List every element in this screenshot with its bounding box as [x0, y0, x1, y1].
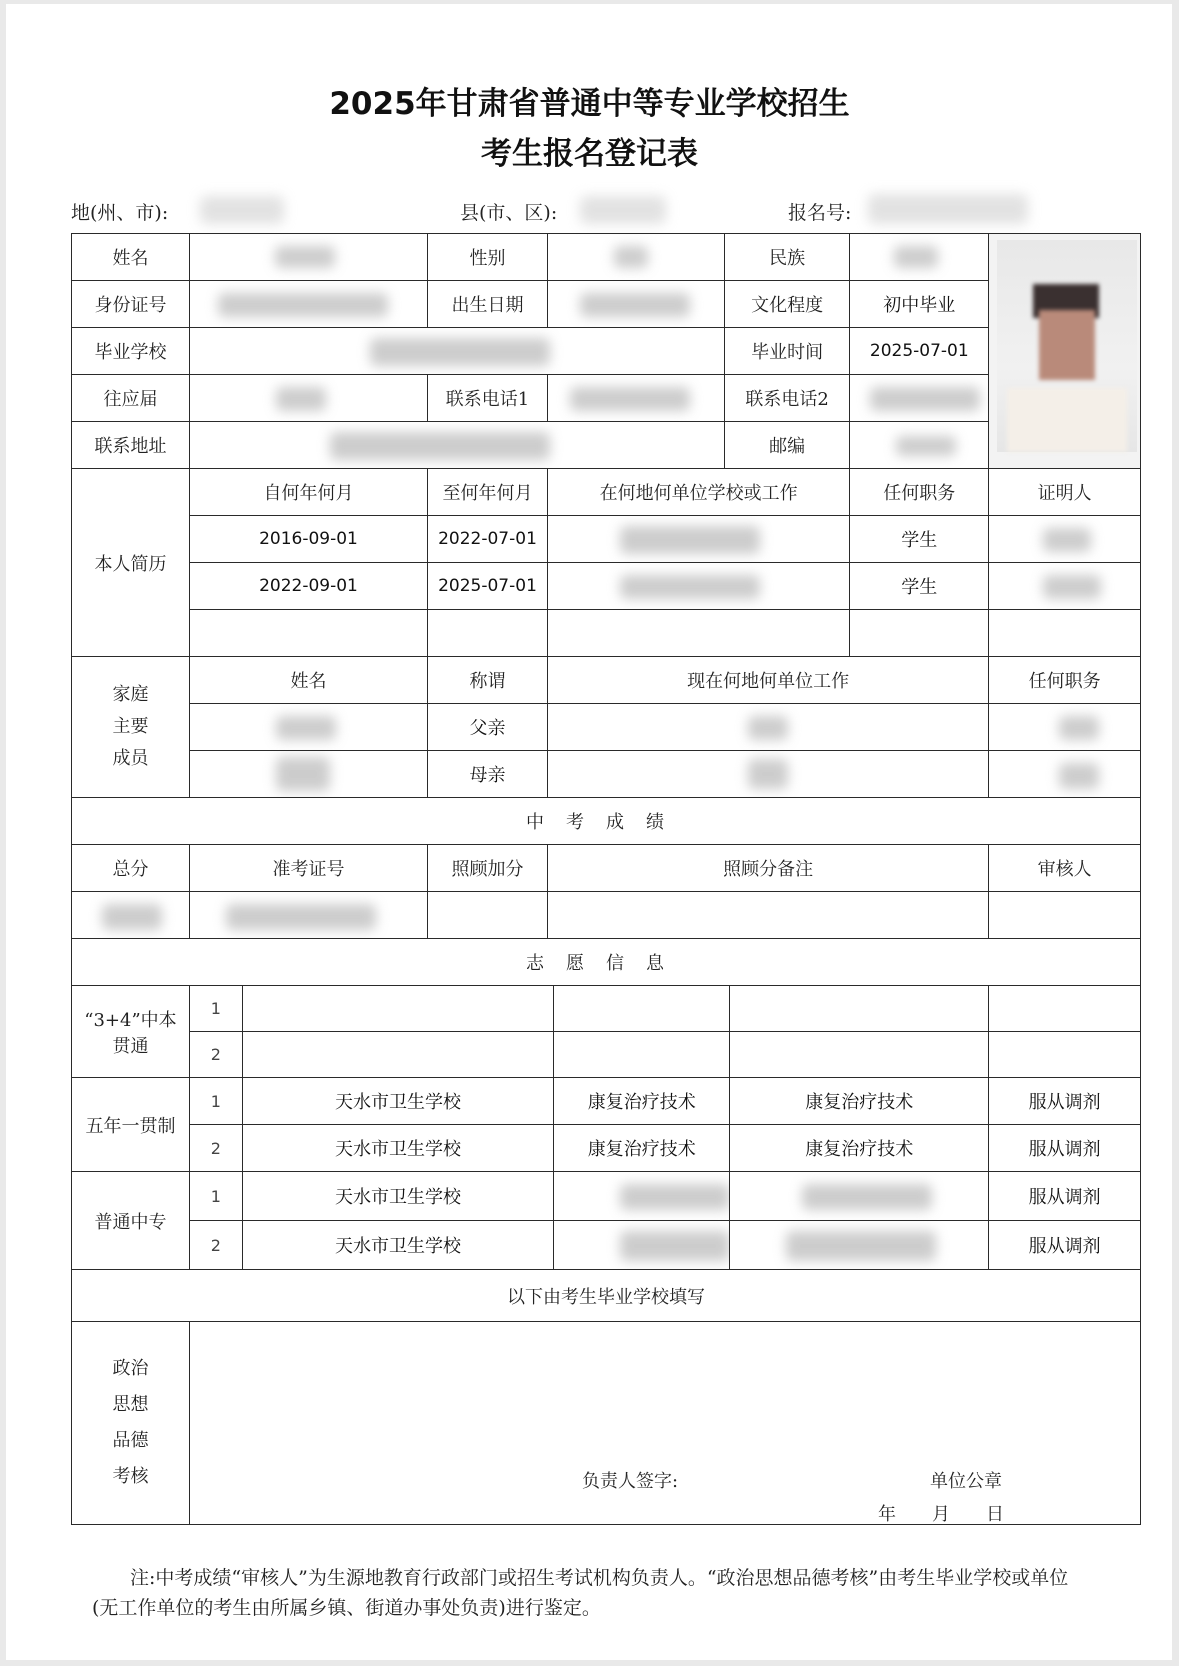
exam-total-value	[72, 892, 190, 939]
family-member-role	[989, 704, 1141, 751]
gender-value	[548, 234, 725, 281]
family-label: 家庭 主要 成员	[72, 657, 190, 798]
footnote: 注:中考成绩“审核人”为生源地教育行政部门或招生考试机构负责人。“政治思想品德考核”由考生毕业学校或单位(无工作单位的考生由所属乡镇、街道办事处负责)进行鉴定。	[92, 1567, 1069, 1619]
exam-ticket-value	[189, 892, 427, 939]
resume-row-place	[548, 563, 850, 610]
wish-adjust: 服从调剂	[989, 1221, 1141, 1270]
birth-label: 出生日期	[427, 281, 547, 328]
ethnicity-label: 民族	[724, 234, 849, 281]
resume-row-role: 学生	[850, 563, 989, 610]
name-label: 姓名	[72, 234, 190, 281]
exam-bonus-note-value	[548, 892, 989, 939]
wish-school: 天水市卫生学校	[242, 1221, 554, 1270]
wish-major2	[730, 1032, 989, 1078]
grad-time-label: 毕业时间	[724, 328, 849, 375]
exam-header-ticket: 准考证号	[189, 845, 427, 892]
wish-school: 天水市卫生学校	[242, 1125, 554, 1172]
reg-no-value-redacted	[868, 194, 1028, 224]
wish-school: 天水市卫生学校	[242, 1078, 554, 1125]
phone1-label: 联系电话1	[427, 375, 547, 422]
exam-header-total: 总分	[72, 845, 190, 892]
exam-header-bonus-note: 照顾分备注	[548, 845, 989, 892]
wish-adjust: 服从调剂	[989, 1125, 1141, 1172]
postcode-label: 邮编	[724, 422, 849, 469]
wish-row-no: 1	[189, 1172, 242, 1221]
moral-assessment-area	[189, 1322, 1140, 1525]
resume-row-witness	[989, 516, 1141, 563]
family-header-work: 现在何地何单位工作	[548, 657, 989, 704]
wish-row-no: 2	[189, 1032, 242, 1078]
wish-major2	[730, 986, 989, 1032]
address-label: 联系地址	[72, 422, 190, 469]
wish-major1: 康复治疗技术	[554, 1078, 730, 1125]
region-label: 地(州、市):	[71, 202, 169, 224]
resume-header-witness: 证明人	[989, 469, 1141, 516]
reg-no-label: 报名号:	[788, 202, 852, 224]
resume-row-witness	[989, 563, 1141, 610]
education-value: 初中毕业	[850, 281, 989, 328]
wish-school	[242, 1032, 554, 1078]
exam-section-title: 中考成绩	[72, 798, 1141, 845]
registration-form-table	[71, 233, 1141, 1525]
wish-group-label: 五年一贯制	[72, 1078, 190, 1172]
wish-group-label: “3+4”中本 贯通	[72, 986, 190, 1078]
wish-adjust	[989, 986, 1141, 1032]
wish-school: 天水市卫生学校	[242, 1172, 554, 1221]
id-value	[189, 281, 427, 328]
name-value	[189, 234, 427, 281]
school-value	[189, 328, 724, 375]
resume-row-empty	[427, 610, 547, 657]
resume-row-role: 学生	[850, 516, 989, 563]
wish-major2: 康复治疗技术	[730, 1078, 989, 1125]
exam-reviewer-value	[989, 892, 1141, 939]
resume-row-to: 2022-07-01	[427, 516, 547, 563]
resume-row-empty	[548, 610, 850, 657]
family-header-name: 姓名	[189, 657, 427, 704]
resume-row-empty	[850, 610, 989, 657]
phone1-value	[548, 375, 725, 422]
family-member-work	[548, 704, 989, 751]
postcode-value	[850, 422, 989, 469]
wish-adjust: 服从调剂	[989, 1172, 1141, 1221]
gender-label: 性别	[427, 234, 547, 281]
family-member-role	[989, 751, 1141, 798]
wishes-section-title: 志愿信息	[72, 939, 1141, 986]
ethnicity-value	[850, 234, 989, 281]
family-member-work	[548, 751, 989, 798]
birth-value	[548, 281, 725, 328]
phone2-value	[850, 375, 989, 422]
address-value	[189, 422, 724, 469]
wish-major1	[554, 1221, 730, 1270]
wish-major1	[554, 1032, 730, 1078]
id-label: 身份证号	[72, 281, 190, 328]
region-value-redacted	[200, 196, 284, 224]
wish-major2: 康复治疗技术	[730, 1125, 989, 1172]
resume-header-role: 任何职务	[850, 469, 989, 516]
exam-header-reviewer: 审核人	[989, 845, 1141, 892]
resume-row-from: 2022-09-01	[189, 563, 427, 610]
form-title: 2025年甘肃省普通中等专业学校招生	[329, 86, 850, 122]
family-member-relation: 父亲	[427, 704, 547, 751]
resume-row-to: 2025-07-01	[427, 563, 547, 610]
exam-header-bonus: 照顾加分	[427, 845, 547, 892]
wish-major2	[730, 1221, 989, 1270]
resume-header-place: 在何地何单位学校或工作	[548, 469, 850, 516]
wish-row-no: 1	[189, 986, 242, 1032]
wish-school	[242, 986, 554, 1032]
wish-major1	[554, 986, 730, 1032]
seal-label: 单位公章	[929, 1471, 1002, 1492]
family-member-relation: 母亲	[427, 751, 547, 798]
wish-row-no: 1	[189, 1078, 242, 1125]
county-value-redacted	[580, 196, 666, 224]
resume-row-empty	[989, 610, 1141, 657]
family-member-name	[189, 704, 427, 751]
county-label: 县(市、区):	[460, 202, 558, 224]
resume-header-from: 自何年何月	[189, 469, 427, 516]
applicant-photo	[997, 240, 1137, 452]
wish-major1	[554, 1172, 730, 1221]
resume-row-place	[548, 516, 850, 563]
family-header-role: 任何职务	[989, 657, 1141, 704]
wish-major2	[730, 1172, 989, 1221]
education-label: 文化程度	[724, 281, 849, 328]
phone2-label: 联系电话2	[724, 375, 849, 422]
wish-group-label: 普通中专	[72, 1172, 190, 1270]
wish-adjust: 服从调剂	[989, 1078, 1141, 1125]
family-member-name	[189, 751, 427, 798]
date-label: 年 月 日	[877, 1504, 1004, 1525]
wish-major1: 康复治疗技术	[554, 1125, 730, 1172]
signature-label: 负责人签字:	[581, 1471, 679, 1492]
wish-row-no: 2	[189, 1221, 242, 1270]
wish-adjust	[989, 1032, 1141, 1078]
status-label: 往应届	[72, 375, 190, 422]
status-value	[189, 375, 427, 422]
resume-header-to: 至何年何月	[427, 469, 547, 516]
resume-row-empty	[189, 610, 427, 657]
resume-row-from: 2016-09-01	[189, 516, 427, 563]
resume-label: 本人简历	[72, 469, 190, 657]
grad-time-value: 2025-07-01	[850, 328, 989, 375]
wish-row-no: 2	[189, 1125, 242, 1172]
moral-assessment-label: 政治 思想 品德 考核	[72, 1322, 190, 1525]
form-subtitle: 考生报名登记表	[481, 136, 698, 172]
photo-cell	[989, 234, 1141, 469]
family-header-relation: 称谓	[427, 657, 547, 704]
school-fill-title: 以下由考生毕业学校填写	[72, 1270, 1141, 1322]
school-label: 毕业学校	[72, 328, 190, 375]
exam-bonus-value	[427, 892, 547, 939]
